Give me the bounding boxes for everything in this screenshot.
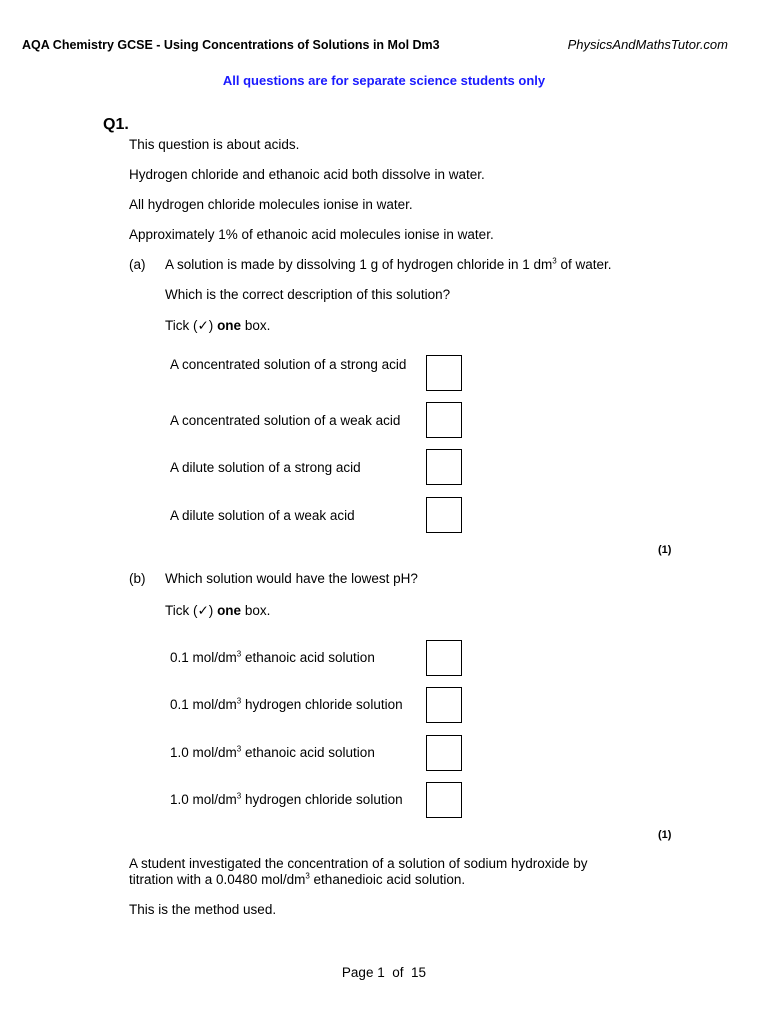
part-a-checkbox-3[interactable] [426, 449, 462, 485]
part-b-label: (b) [129, 571, 146, 586]
part-b-checkbox-1[interactable] [426, 640, 462, 676]
document-header-title: AQA Chemistry GCSE - Using Concentrations of Solutions in Mol Dm3 [22, 38, 440, 52]
titration-line-1: A student investigated the concentration of a solution of sodium hydroxide by [129, 856, 588, 871]
part-a-checkbox-2[interactable] [426, 402, 462, 438]
part-a-option-2: A concentrated solution of a weak acid [170, 413, 401, 428]
part-a-label: (a) [129, 257, 146, 272]
part-b-option-4: 1.0 mol/$dm^3$ hydrogen chloride solution [170, 791, 403, 807]
separate-science-notice: All questions are for separate science students only [222, 73, 546, 88]
intro-line-2: Hydrogen chloride and ethanoic acid both dissolve in water. [129, 167, 485, 182]
part-b-prompt: Which solution would have the lowest pH? [165, 571, 418, 586]
part-a-checkbox-1[interactable] [426, 355, 462, 391]
page-footer: Page 1 of 15 [341, 965, 427, 980]
part-b-checkbox-3[interactable] [426, 735, 462, 771]
part-b-checkbox-2[interactable] [426, 687, 462, 723]
part-b-option-1: 0.1 mol/$dm^3$ ethanoic acid solution [170, 649, 375, 665]
part-a-option-3: A dilute solution of a strong acid [170, 460, 361, 475]
part-a-option-1: A concentrated solution of a strong acid [170, 357, 407, 372]
part-a-text: A solution is made by dissolving 1 g of hydrogen chloride in 1 $dm^3$ of water. [165, 256, 612, 272]
site-name: PhysicsAndMathsTutor.com [567, 37, 728, 52]
method-intro: This is the method used. [129, 902, 277, 917]
intro-line-1: This question is about acids. [129, 137, 300, 152]
intro-line-3: All hydrogen chloride molecules ionise in water. [129, 197, 413, 212]
part-a-option-4: A dilute solution of a weak acid [170, 508, 355, 523]
part-a-tick-instruction: Tick (✓) one box. [165, 318, 271, 333]
part-a-prompt: Which is the correct description of this solution? [165, 287, 451, 302]
part-b-marks: (1) [658, 829, 672, 841]
part-b-checkbox-4[interactable] [426, 782, 462, 818]
part-b-option-2: 0.1 mol/$dm^3$ hydrogen chloride solution [170, 696, 403, 712]
part-b-tick-instruction: Tick (✓) one box. [165, 603, 271, 618]
intro-line-4: Approximately 1% of ethanoic acid molecules ionise in water. [129, 227, 494, 242]
part-a-marks: (1) [658, 544, 672, 556]
titration-line-2: titration with a 0.0480 mol/$dm^3$ ethanedioic acid solution. [129, 871, 466, 887]
part-a-checkbox-4[interactable] [426, 497, 462, 533]
question-number: Q1. [103, 116, 129, 133]
part-b-option-3: 1.0 mol/$dm^3$ ethanoic acid solution [170, 744, 375, 760]
